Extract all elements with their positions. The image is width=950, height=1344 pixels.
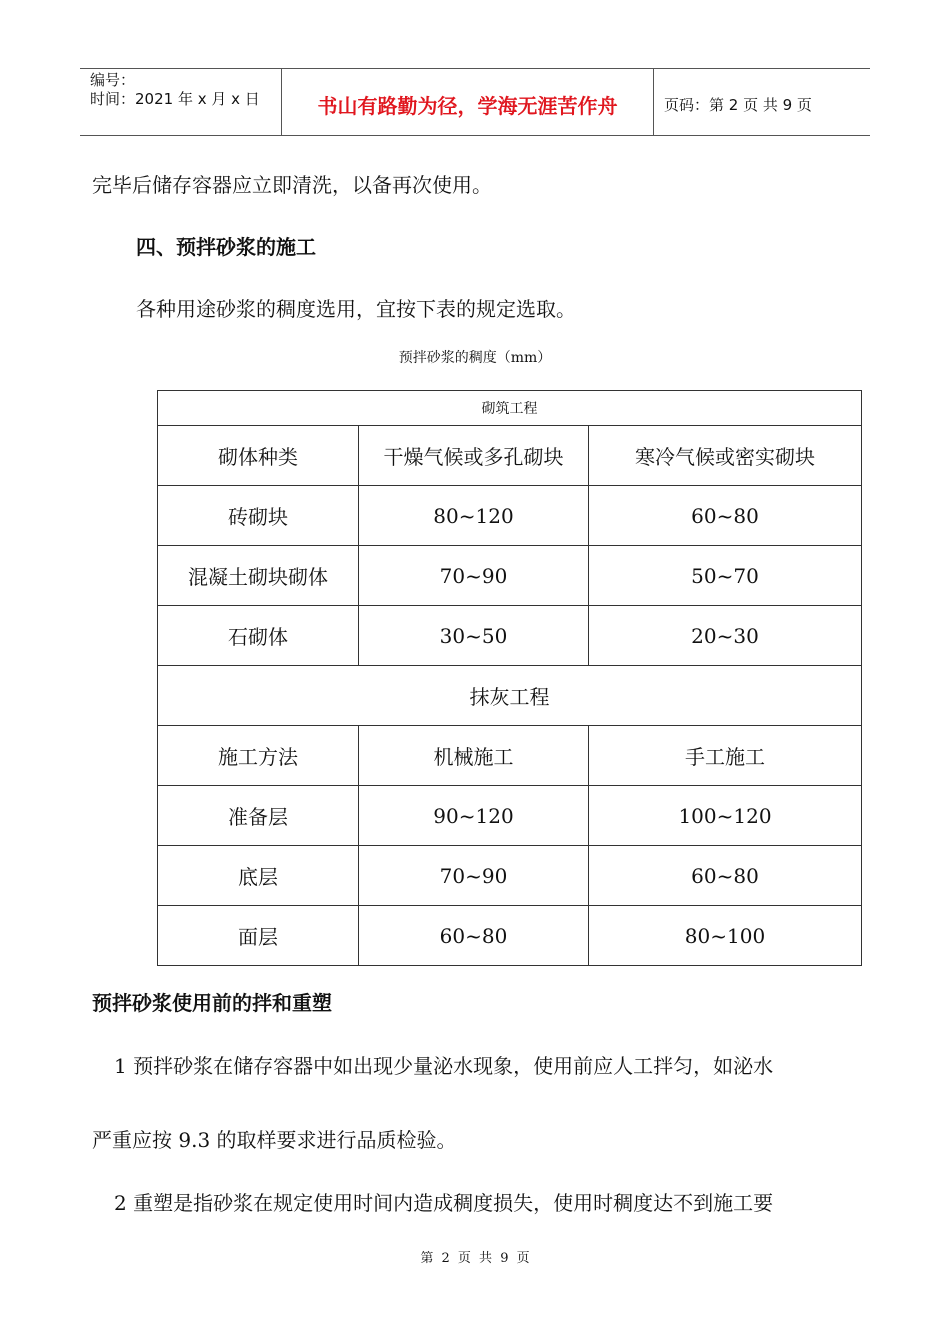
time-label: 时间：2021 年 x 月 x 日 [90,90,260,108]
table-cell: 70~90 [359,546,589,606]
number-label: 编号： [90,71,136,89]
table-row [158,906,862,966]
table-cell: 底层 [158,846,359,906]
intro-paragraph: 各种用途砂浆的稠度选用，宜按下表的规定选取。 [136,297,576,321]
table-row [158,546,862,606]
table-row [158,786,862,846]
body-line-1: 完毕后储存容器应立即清洗，以备再次使用。 [92,173,492,197]
table-header-row [158,426,862,486]
section-masonry: 砌筑工程 [158,391,862,426]
table-cell: 60~80 [589,486,862,546]
table-section-row [158,666,862,726]
table-cell: 80~120 [359,486,589,546]
table-cell: 30~50 [359,606,589,666]
table-header-cell: 机械施工 [359,726,589,786]
paragraph-1-line-2: 严重应按 9.3 的取样要求进行品质检验。 [92,1128,457,1152]
section-plastering: 抹灰工程 [158,666,862,726]
table-cell: 50~70 [589,546,862,606]
table-header-row [158,726,862,786]
table-header-cell: 施工方法 [158,726,359,786]
table-cell: 砖砌块 [158,486,359,546]
table-row [158,486,862,546]
paragraph-2-line-1: 2 重塑是指砂浆在规定使用时间内造成稠度损失，使用时稠度达不到施工要 [114,1191,774,1215]
subheading-remix: 预拌砂浆使用前的拌和重塑 [92,991,332,1015]
table-cell: 混凝土砌块砌体 [158,546,359,606]
table-header-cell: 砌体种类 [158,426,359,486]
table-cell: 20~30 [589,606,862,666]
table-cell: 60~80 [589,846,862,906]
table-cell: 70~90 [359,846,589,906]
consistency-table [157,390,862,966]
table-caption: 预拌砂浆的稠度（mm） [398,350,552,366]
table-row [158,606,862,666]
table-row [158,846,862,906]
table-cell: 100~120 [589,786,862,846]
table-cell: 60~80 [359,906,589,966]
page-header [80,68,870,136]
header-page-info: 页码：第 2 页 共 9 页 [664,95,812,114]
table-cell: 面层 [158,906,359,966]
section-heading-4: 四、预拌砂浆的施工 [136,235,316,259]
table-header-cell: 手工施工 [589,726,862,786]
table-cell: 90~120 [359,786,589,846]
table-header-cell: 干燥气候或多孔砌块 [359,426,589,486]
table-cell: 石砌体 [158,606,359,666]
page-footer: 第 2 页 共 9 页 [420,1251,530,1266]
header-motto: 书山有路勤为径，学海无涯苦作舟 [282,69,654,135]
paragraph-1-line-1: 1 预拌砂浆在储存容器中如出现少量泌水现象，使用前应人工拌匀，如泌水 [114,1054,774,1078]
table-cell: 准备层 [158,786,359,846]
header-meta [80,69,282,135]
table-cell: 80~100 [589,906,862,966]
table-section-row [158,391,862,426]
table-header-cell: 寒冷气候或密实砌块 [589,426,862,486]
